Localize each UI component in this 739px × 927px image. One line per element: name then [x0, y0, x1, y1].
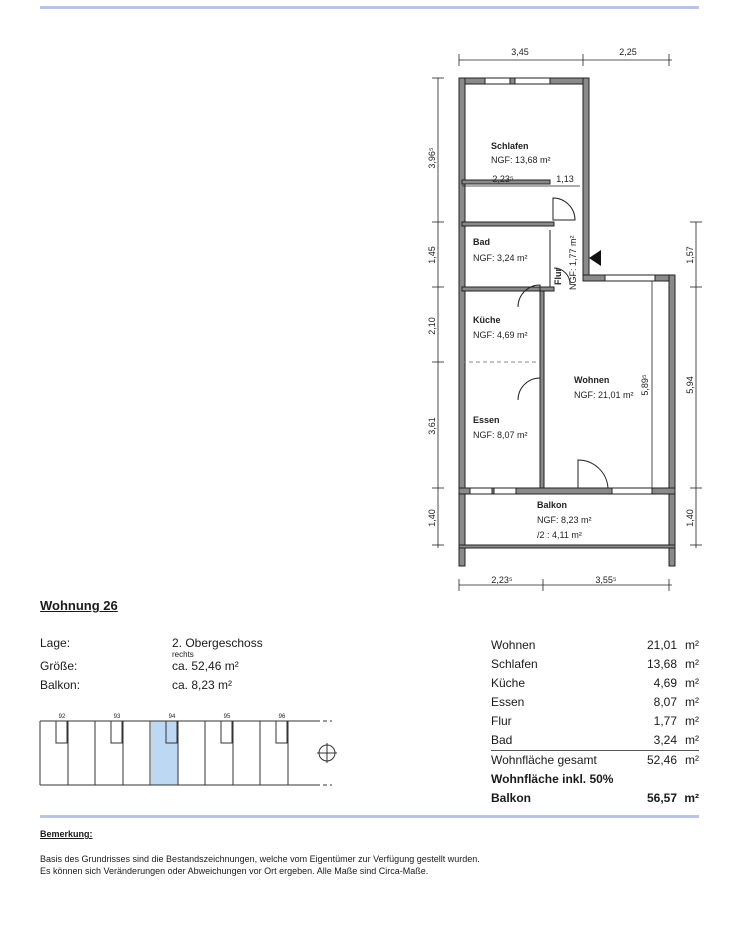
key-plan-highlight	[151, 721, 178, 785]
area-row-bad	[491, 731, 699, 750]
dim-right-1: 1,57	[685, 246, 695, 264]
dim-inner-b: 1,13	[556, 174, 574, 184]
key-plan-number-94: 94	[168, 714, 176, 720]
room-name-kueche: Küche	[473, 315, 501, 325]
area-total-label: Wohnfläche gesamt	[491, 753, 597, 767]
area-row-schlafen	[491, 655, 699, 674]
key-plan-lines	[40, 721, 332, 785]
info-label-groesse: Größe:	[40, 659, 78, 673]
dim-right-2: 5,94	[685, 376, 695, 394]
info-label-lage: Lage:	[40, 636, 71, 650]
area-label: Bad	[491, 733, 513, 747]
area-value: 13,68	[646, 657, 677, 671]
area-balkon-value: 56,57	[646, 791, 677, 805]
remark-title: Bemerkung:	[40, 829, 93, 839]
area-label: Schlafen	[491, 657, 538, 671]
area-unit: m²	[685, 676, 699, 690]
doors	[518, 198, 608, 488]
dim-left-3: 2,10	[427, 317, 437, 335]
remark-line-1: Basis des Grundrisses sind die Bestandszeichnungen, welche vom Eigentümer zur Verfügung gestellt wurden.	[40, 854, 480, 864]
area-unit: m²	[685, 695, 699, 709]
key-plan-number-96: 96	[278, 714, 286, 720]
area-row-kueche	[491, 674, 699, 693]
area-incl-label: Wohnfläche inkl. 50%	[491, 772, 614, 786]
key-plan-number-92: 92	[58, 714, 66, 720]
area-value: 8,07	[653, 695, 677, 709]
room-ngf-schlafen: NGF: 13,68 m²	[491, 155, 551, 165]
room-ngf-essen: NGF: 8,07 m²	[473, 430, 528, 440]
remark-line-2: Es können sich Veränderungen oder Abweichungen vor Ort ergeben. Alle Maße sind Circa-Maße.	[40, 866, 429, 876]
room-name-bad: Bad	[473, 237, 491, 247]
area-label: Flur	[491, 714, 512, 728]
area-total-value: 52,46	[646, 753, 677, 767]
area-unit: m²	[685, 733, 699, 747]
area-value: 3,24	[653, 733, 677, 747]
key-plan-number-95: 95	[223, 714, 231, 720]
area-label: Küche	[491, 676, 526, 690]
dim-inner-c: 5,89⁵	[640, 374, 650, 396]
unit-title: Wohnung 26	[40, 598, 118, 613]
dim-top-1: 3,45	[511, 47, 529, 57]
area-label: Wohnen	[491, 638, 536, 652]
area-row-wohnen	[491, 636, 699, 655]
area-row-flur	[491, 712, 699, 731]
area-label: Essen	[491, 695, 525, 709]
area-value: 4,69	[653, 676, 677, 690]
room-name-balkon: Balkon	[537, 500, 568, 510]
room-ngf-kueche: NGF: 4,69 m²	[473, 330, 528, 340]
area-unit: m²	[685, 638, 699, 652]
room-name-essen: Essen	[473, 415, 500, 425]
area-unit: m²	[685, 714, 699, 728]
area-unit: m²	[685, 657, 699, 671]
area-row-essen	[491, 693, 699, 712]
info-value-lage: 2. Obergeschoss	[172, 636, 263, 650]
room-name-schlafen: Schlafen	[491, 141, 529, 151]
info-value-groesse: ca. 52,46 m²	[172, 659, 239, 673]
room-ngf-balkon: NGF: 8,23 m²	[537, 515, 592, 525]
dim-left-4: 3,61	[427, 417, 437, 435]
dim-bottom-1: 2,23⁵	[491, 575, 513, 585]
dim-bottom-2: 3,55⁵	[595, 575, 617, 585]
room-name-flur: Flur	[553, 268, 563, 285]
key-plan-number-93: 93	[113, 714, 121, 720]
area-balkon-label: Balkon	[491, 791, 532, 805]
dim-inner-a: 2,23⁵	[492, 174, 514, 184]
bottom-rule	[40, 815, 699, 818]
room-ngf-wohnen: NGF: 21,01 m²	[574, 390, 634, 400]
dim-left-1: 3,96⁵	[427, 147, 437, 169]
north-arrow-icon	[317, 743, 337, 763]
entrance-arrow	[589, 250, 601, 266]
area-row-total	[491, 750, 699, 770]
dim-top-2: 2,25	[619, 47, 637, 57]
room-name-wohnen: Wohnen	[574, 375, 610, 385]
dim-right-3: 1,40	[685, 509, 695, 527]
key-plan	[0, 705, 360, 795]
area-row-incl	[491, 770, 699, 789]
room-ngf-bad: NGF: 3,24 m²	[473, 253, 528, 263]
area-balkon-unit: m²	[684, 791, 699, 805]
dim-left-5: 1,40	[427, 509, 437, 527]
info-label-balkon: Balkon:	[40, 678, 81, 692]
info-value-lage-sub: rechts	[172, 650, 194, 659]
room-half-balkon: /2 : 4,11 m²	[537, 530, 582, 540]
area-total-unit: m²	[685, 753, 699, 767]
area-table	[491, 636, 699, 808]
dim-left-2: 1,45	[427, 246, 437, 264]
area-value: 1,77	[653, 714, 677, 728]
info-value-balkon: ca. 8,23 m²	[172, 678, 233, 692]
room-ngf-flur: NGF: 1,77 m²	[568, 235, 578, 290]
area-value: 21,01	[646, 638, 677, 652]
area-row-balkon	[491, 789, 699, 808]
